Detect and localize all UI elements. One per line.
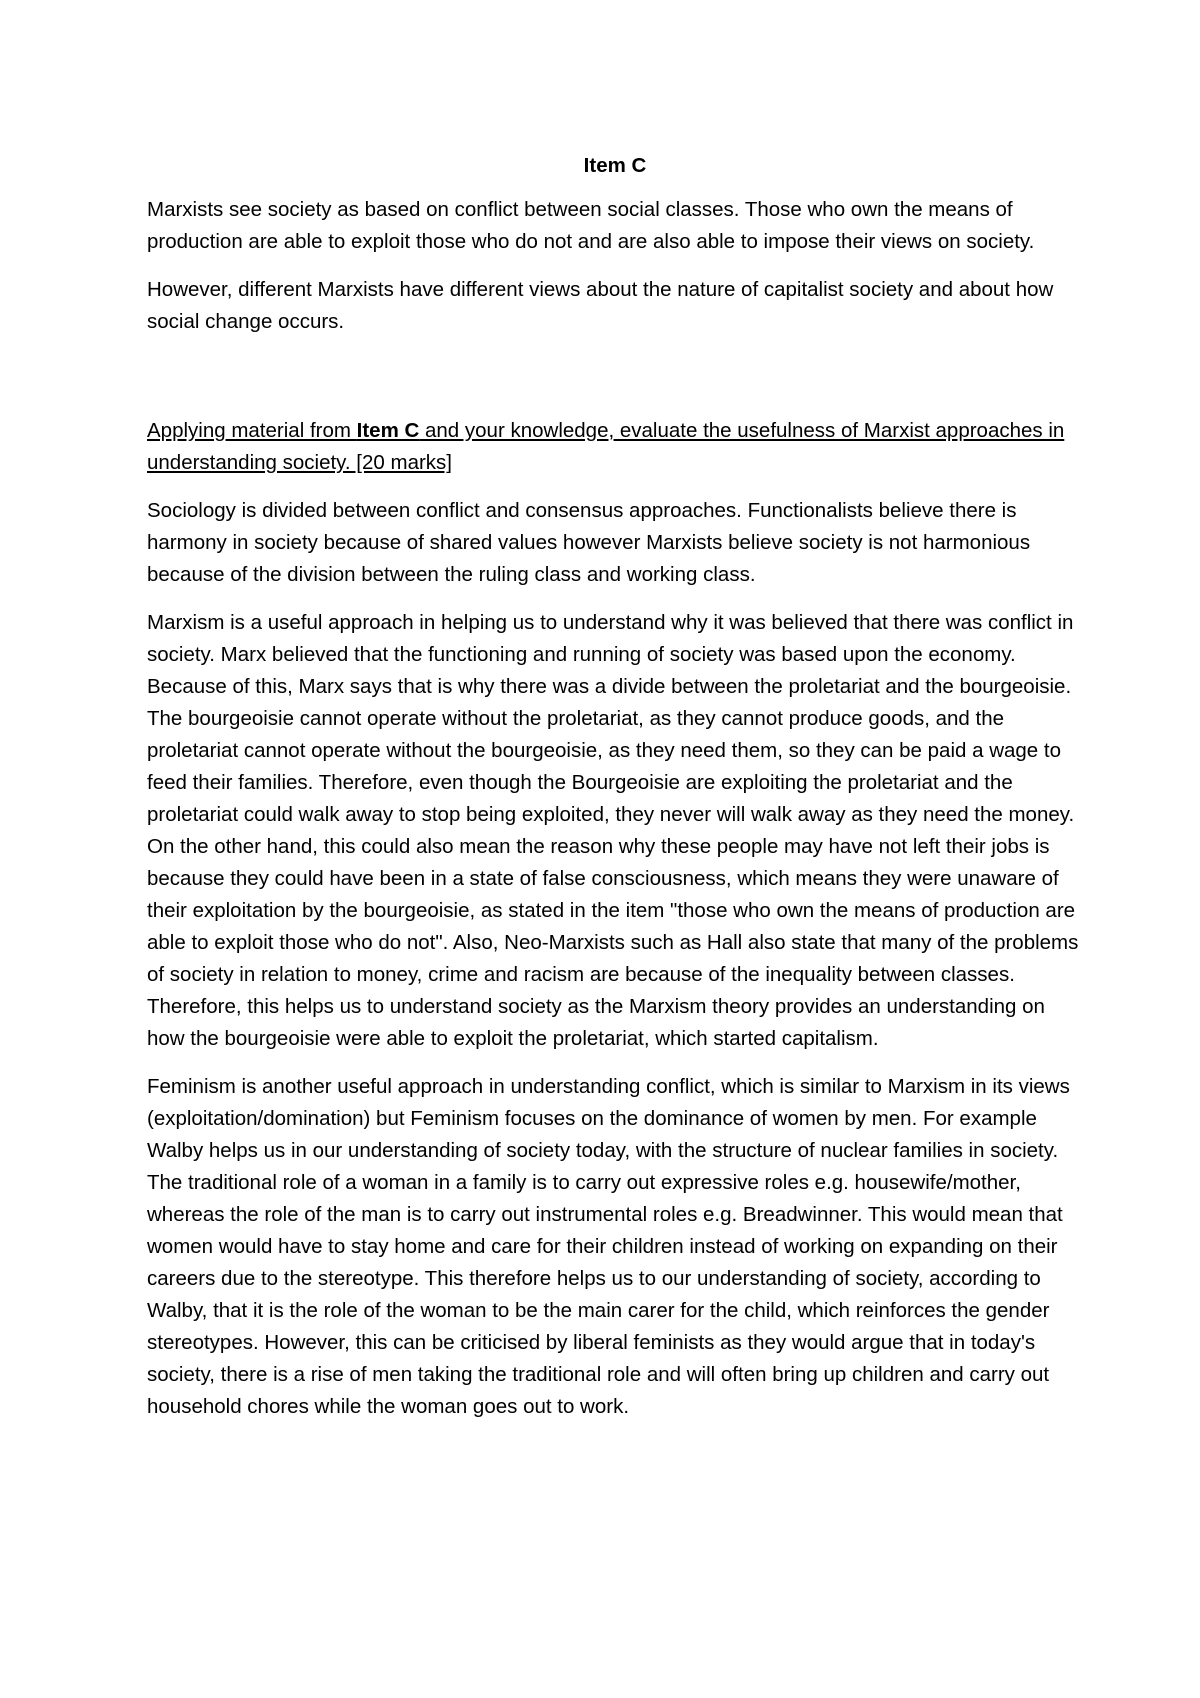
item-title: Item C (583, 154, 647, 177)
spacer (147, 354, 1083, 415)
question-text-end: and your knowledge, evaluate the usefulness of Marxist approaches in understanding society. [20 marks] (147, 419, 1065, 474)
answer-paragraph-1: Sociology is divided between conflict and consensus approaches. Functionalists believe there is harmony in society because of shared values however Marxists believe society is not harmonious because of the division between the ruling class and working class. (147, 499, 1031, 586)
answer-paragraph-3: Feminism is another useful approach in understanding conflict, which is similar to Marxism in its views (exploitation/domination) but Feminism focuses on the dominance of women by men. For example Walby helps us in our understanding of society today, with the structure of nuclear families in society. The traditional role of a woman in a family is to carry out expressive roles e.g. housewife/mother, whereas the role of the man is to carry out instrumental roles e.g. Breadwinner. This would mean that women would have to stay home and care for their children instead of working on expanding on their careers due to the stereotype. This therefore helps us to our understanding of society, according to Walby, that it is the role of the woman to be the main carer for the child, which reinforces the gender stereotypes. However, this can be criticised by liberal feminists as they would argue that in today's society, there is a rise of men taking the traditional role and will often bring up children and carry out household chores while the woman goes out to work. (147, 1075, 1070, 1418)
essay-question (147, 415, 1083, 479)
answer-paragraph-2: Marxism is a useful approach in helping us to understand why it was believed that there was conflict in society. Marx believed that the functioning and running of society was based upon the economy. Because of this, Marx says that is why there was a divide between the proletariat and the bourgeoisie. The bourgeoisie cannot operate without the proletariat, as they cannot produce goods, and the proletariat cannot operate without the bourgeoisie, as they need them, so they can be paid a wage to feed their families. Therefore, even though the Bourgeoisie are exploiting the proletariat and the proletariat could walk away to stop being exploited, they never will walk away as they need the money. On the other hand, this could also mean the reason why these people may have not left their jobs is because they could have been in a state of false consciousness, which means they were unaware of their exploitation by the bourgeoisie, as stated in the item "those who own the means of production are able to exploit those who do not". Also, Neo-Marxists such as Hall also state that many of the problems of society in relation to money, crime and racism are because of the inequality between classes. Therefore, this helps us to understand society as the Marxism theory provides an understanding on how the bourgeoisie were able to exploit the proletariat, which started capitalism. (147, 611, 1079, 1050)
item-paragraph-2: However, different Marxists have different views about the nature of capitalist society and about how social change occurs. (147, 278, 1054, 333)
question-text-bold: Item C (356, 419, 420, 442)
item-paragraph-1: Marxists see society as based on conflict between social classes. Those who own the means of production are able to exploit those who do not and are also able to impose their views on society. (147, 198, 1035, 253)
document-page (147, 138, 1083, 1439)
question-text-start: Applying material from (147, 419, 357, 442)
